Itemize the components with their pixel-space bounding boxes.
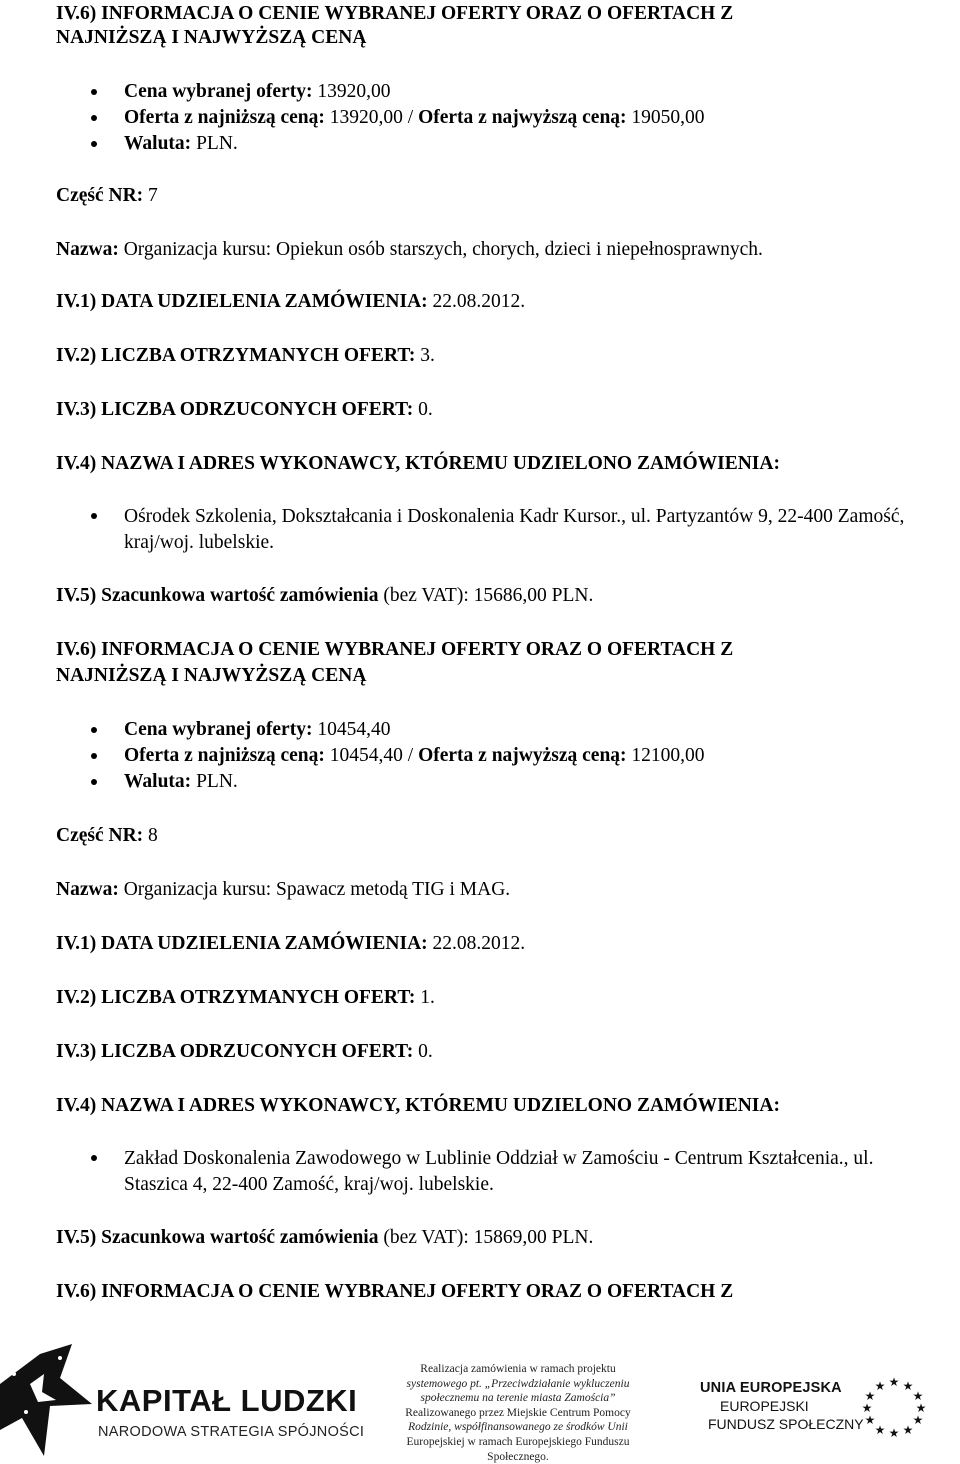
list-item — [124, 770, 238, 794]
label: Oferta z najwyższą ceną: — [418, 745, 627, 766]
value: 1. — [415, 987, 435, 1008]
value: 19050,00 — [626, 107, 705, 128]
value: Organizacja kursu: Opiekun osób starszych, chorych, dzieci i niepełnosprawnych. — [118, 239, 763, 260]
value: 8 — [143, 825, 158, 846]
project-note-line: Europejskiej w ramach Europejskiego Funduszu — [406, 1435, 630, 1448]
part-number-7 — [56, 184, 158, 208]
contractor-heading-8: IV.4) NAZWA I ADRES WYKONAWCY, KTÓREMU UDZIELONO ZAMÓWIENIA: — [56, 1095, 780, 1116]
value: 13920,00 / — [324, 107, 419, 128]
kapital-ludzki-logo-icon — [0, 1344, 92, 1456]
value: 0. — [413, 399, 433, 420]
label: Nazwa: — [56, 879, 119, 900]
project-note-line: społecznemu na terenie miasta Zamościa” — [420, 1392, 616, 1405]
list-item — [124, 80, 390, 104]
value: 10454,40 / — [324, 745, 419, 766]
label: IV.2) LICZBA OTRZYMANYCH OFERT: — [56, 987, 416, 1008]
svg-text:★: ★ — [915, 1401, 927, 1415]
part-name-8 — [56, 878, 510, 902]
section-heading-iv6-line1: IV.6) INFORMACJA O CENIE WYBRANEJ OFERTY ORAZ O OFERTACH Z — [56, 639, 734, 660]
list-item — [124, 106, 705, 130]
award-date-7 — [56, 290, 525, 314]
estimated-value-8 — [56, 1226, 593, 1250]
section-heading-iv6-line1: IV.6) INFORMACJA O CENIE WYBRANEJ OFERTY ORAZ O OFERTACH Z — [56, 1281, 734, 1302]
value: (bez VAT): 15869,00 PLN. — [378, 1227, 594, 1248]
value: 3. — [415, 345, 435, 366]
svg-text:★: ★ — [874, 1379, 886, 1393]
offers-received-8 — [56, 986, 435, 1010]
eu-fund-line1: EUROPEJSKI — [720, 1398, 809, 1414]
label: Część NR: — [56, 825, 144, 846]
page-footer — [0, 1338, 960, 1463]
value: 22.08.2012. — [427, 291, 526, 312]
value: 0. — [413, 1041, 433, 1062]
value: PLN. — [191, 133, 238, 154]
kapital-ludzki-subtitle: NARODOWA STRATEGIA SPÓJNOŚCI — [98, 1424, 365, 1440]
list-item: Ośrodek Szkolenia, Dokształcania i Doskonalenia Kadr Kursor., ul. Partyzantów 9, 22-400 Zamość, kraj/woj. lubelskie. — [124, 504, 924, 556]
project-note-line: Realizacja zamówienia w ramach projektu — [420, 1363, 616, 1375]
value: Organizacja kursu: Spawacz metodą TIG i MAG. — [118, 879, 511, 900]
label: Cena wybranej oferty: — [124, 81, 313, 102]
value: 7 — [143, 185, 158, 206]
part-name-7 — [56, 238, 763, 262]
project-note-line: Realizowanego przez Miejskie Centrum Pomocy — [405, 1406, 631, 1419]
svg-text:★: ★ — [912, 1413, 924, 1427]
offers-received-7 — [56, 344, 435, 368]
project-note-line: Społecznego. — [487, 1450, 549, 1463]
part-number-8 — [56, 824, 158, 848]
eu-title: UNIA EUROPEJSKA — [700, 1380, 842, 1396]
svg-text:★: ★ — [888, 1426, 900, 1438]
label: Oferta z najwyższą ceną: — [418, 107, 627, 128]
label: Nazwa: — [56, 239, 119, 260]
svg-text:★: ★ — [864, 1389, 876, 1403]
svg-text:★: ★ — [902, 1379, 914, 1393]
label: Oferta z najniższą ceną: — [124, 107, 325, 128]
label: IV.3) LICZBA ODRZUCONYCH OFERT: — [56, 399, 414, 420]
value: 22.08.2012. — [427, 933, 526, 954]
award-date-8 — [56, 932, 525, 956]
section-heading-iv6-line1: IV.6) INFORMACJA O CENIE WYBRANEJ OFERTY ORAZ O OFERTACH Z — [56, 3, 734, 24]
label: IV.2) LICZBA OTRZYMANYCH OFERT: — [56, 345, 416, 366]
eu-fund-line2: FUNDUSZ SPOŁECZNY — [708, 1416, 864, 1432]
value: 10454,40 — [312, 719, 391, 740]
svg-text:★: ★ — [861, 1401, 873, 1415]
svg-text:★: ★ — [912, 1389, 924, 1403]
list-item — [124, 744, 705, 768]
label: IV.5) Szacunkowa wartość zamówienia — [56, 585, 379, 606]
offers-rejected-8 — [56, 1040, 433, 1064]
svg-text:★: ★ — [902, 1423, 914, 1437]
value: 12100,00 — [626, 745, 705, 766]
value: (bez VAT): 15686,00 PLN. — [378, 585, 594, 606]
label: IV.3) LICZBA ODRZUCONYCH OFERT: — [56, 1041, 414, 1062]
project-note — [392, 1362, 644, 1464]
estimated-value-7 — [56, 584, 593, 608]
offers-rejected-7 — [56, 398, 433, 422]
value: 13920,00 — [312, 81, 391, 102]
kapital-ludzki-title: KAPITAŁ LUDZKI — [96, 1383, 358, 1418]
label: Część NR: — [56, 185, 144, 206]
label: IV.1) DATA UDZIELENIA ZAMÓWIENIA: — [56, 291, 428, 312]
project-note-line: systemowego pt. „Przeciwdziałanie wykluczeniu — [406, 1377, 630, 1390]
label: IV.5) Szacunkowa wartość zamówienia — [56, 1227, 379, 1248]
svg-text:★: ★ — [888, 1375, 900, 1389]
eu-flag-icon — [858, 1374, 930, 1438]
list-item — [124, 718, 390, 742]
label: Cena wybranej oferty: — [124, 719, 313, 740]
label: Waluta: — [124, 133, 192, 154]
project-note-line: Rodzinie, współfinansowanego ze środków Unii — [408, 1421, 628, 1434]
contractor-heading-7: IV.4) NAZWA I ADRES WYKONAWCY, KTÓREMU UDZIELONO ZAMÓWIENIA: — [56, 453, 780, 474]
label: Oferta z najniższą ceną: — [124, 745, 325, 766]
list-item — [124, 132, 238, 156]
svg-text:★: ★ — [864, 1413, 876, 1427]
section-heading-iv6-line2: NAJNIŻSZĄ I NAJWYŻSZĄ CENĄ — [56, 665, 367, 686]
label: Waluta: — [124, 771, 192, 792]
value: PLN. — [191, 771, 238, 792]
svg-text:★: ★ — [874, 1423, 886, 1437]
section-heading-iv6-line2: NAJNIŻSZĄ I NAJWYŻSZĄ CENĄ — [56, 27, 367, 48]
list-item: Zakład Doskonalenia Zawodowego w Lublinie Oddział w Zamościu - Centrum Kształcenia., ul. Staszica 4, 22-400 Zamość, kraj/woj. lubelskie. — [124, 1146, 924, 1198]
label: IV.1) DATA UDZIELENIA ZAMÓWIENIA: — [56, 933, 428, 954]
